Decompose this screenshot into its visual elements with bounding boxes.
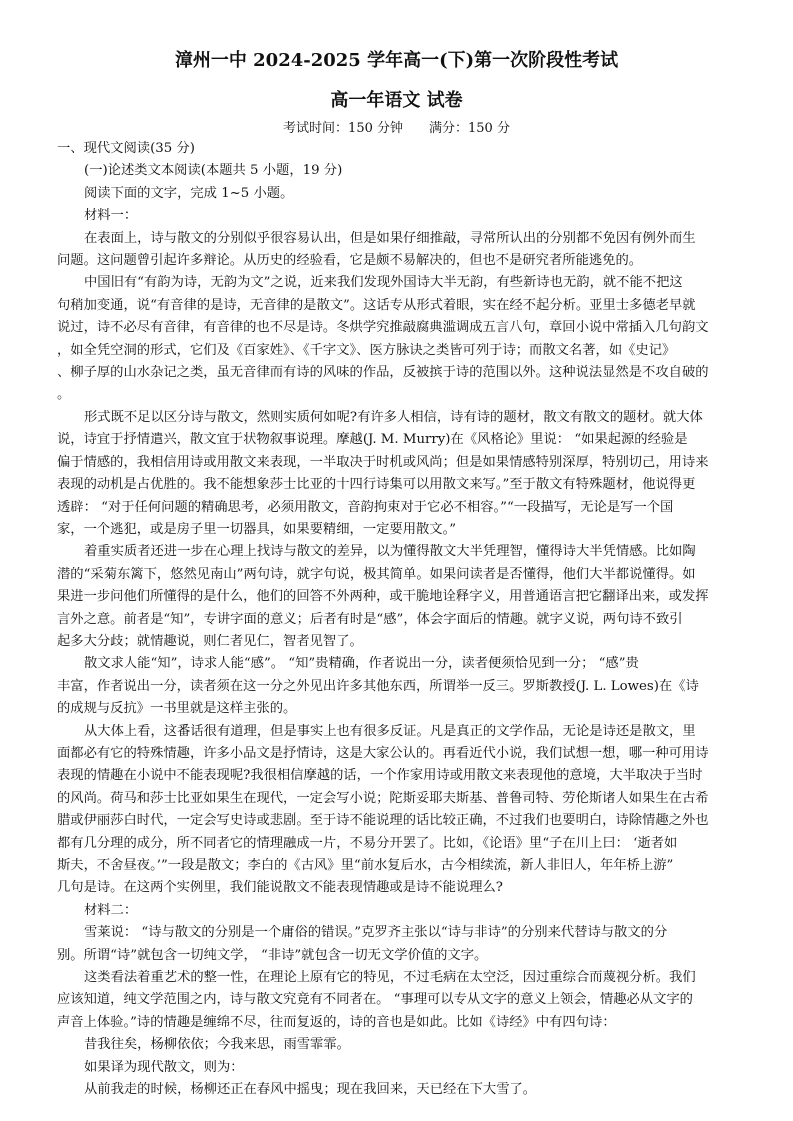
text-line: 表现的动机是占优胜的。我不能想象莎士比亚的十四行诗集可以用散文来写。”至于散文有特殊题材，他说得更 — [57, 477, 696, 493]
exam-subtitle: 高一年语文 试卷 — [330, 90, 463, 111]
text-line: 说，诗宜于抒情遣兴，散文宜于状物叙事说理。摩越(J. M. Murry)在《风格论》里说： “如果起源的经验是 — [57, 432, 688, 448]
exam-meta — [0, 117, 793, 136]
text-line: 声音上体验。”诗的情趣是缠绵不尽，往而复返的，诗的音也是如此。比如《诗经》中有四句诗： — [57, 1014, 616, 1030]
text-line: 如果译为现代散文，则为： — [84, 1059, 244, 1075]
text-line: 句稍加变通，说“有音律的是诗，无音律的是散文”。这话专从形式着眼，实在经不起分析。亚里士多德老早就 — [57, 297, 696, 313]
text-line: 的风尚。荷马和莎士比亚如果生在现代，一定会写小说；陀斯妥耶夫斯基、普鲁司特、劳伦斯诸人如果生在古希 — [57, 790, 709, 806]
text-line: 别。所谓“诗”就包含一切纯文学， “非诗”就包含一切无文学价值的文字。 — [57, 947, 488, 963]
text-line: 家，一个逃犯，或是房子里一切器具，如果要精细，一定要用散文。” — [57, 521, 457, 537]
text-line: 材料一： — [84, 208, 138, 224]
text-line: 果进一步问他们所懂得的是什么，他们的回答不外两种，或干脆地诠释字义，用普通语言把它翻译出来，或发挥 — [57, 589, 709, 605]
text-line: 中国旧有“有韵为诗，无韵为文”之说，近来我们发现外国诗大半无韵，有些新诗也无韵，就不能不把这 — [84, 275, 683, 291]
text-line: 散文求人能“知”，诗求人能“感”。 “知”贵精确，作者说出一分，读者便须恰见到一分； “感”贵 — [84, 656, 639, 672]
text-line: 偏于情感的，我相信用诗或用散文来表现，一半取决于时机或风尚；但是如果情感特别深厚，特别切己，用诗来 — [57, 454, 709, 470]
text-line: 几句是诗。在这两个实例里，我们能说散文不能表现情趣或是诗不能说理么? — [57, 880, 503, 896]
text-line: 表现的情趣在小说中不能表现呢?我很相信摩越的话，一个作家用诗或用散文来表现他的意境，大半取决于当时 — [57, 768, 703, 784]
exam-time: 考试时间：150 分钟 — [283, 121, 403, 136]
passage-body — [57, 138, 747, 1101]
text-line: 说过，诗不必尽有音律，有音律的也不尽是诗。冬烘学究推敲腐典滥调成五言八句，章回小说中常插入几句韵文 — [57, 320, 709, 336]
text-line: 的成规与反抗》一书里就是这样主张的。 — [57, 701, 297, 717]
exam-title: 漳州一中 2024-2025 学年高一(下)第一次阶段性考试 — [174, 50, 619, 71]
text-line: 潜的“采菊东篱下，悠然见南山”两句诗，就字句说，极其简单。如果问读者是否懂得，他们大半都说懂得。如 — [57, 566, 696, 582]
exam-score: 满分：150 分 — [429, 121, 510, 136]
text-line: 。 — [57, 387, 71, 403]
text-line: 丰富，作者说出一分，读者须在这一分之外见出许多其他东西，所谓举一反三。罗斯教授(J. L. Lowes)在《诗 — [57, 678, 699, 694]
text-line: 应该知道，纯文学范围之内，诗与散文究竟有不同者在。 “事理可以专从文字的意义上领会，情趣必从文字的 — [57, 992, 693, 1008]
text-line: 面都必有它的特殊情趣，许多小品文是抒情诗，这是大家公认的。再看近代小说，我们试想一想，哪一种可用诗 — [57, 745, 709, 761]
text-line: 言外之意。前者是“知”，专讲字面的意义；后者有时是“感”，体会字面后的情趣。就字义说，两句诗不致引 — [57, 611, 683, 627]
text-line: 透辟： “对于任何问题的精确思考，必须用散文，音韵拘束对于它必不相容。”“一段描写，无论是写一个国 — [57, 499, 674, 515]
text-line: 、柳子厚的山水杂记之类，虽无音律而有诗的风味的作品，反被摈于诗的范围以外。这种说法显然是不攻自破的 — [57, 365, 709, 381]
text-line: 阅读下面的文字，完成 1~5 小题。 — [84, 185, 294, 201]
text-line: 一、现代文阅读(35 分) — [57, 141, 195, 156]
text-line: 都有几分理的成分，所不同者它的情理融成一片，不易分开罢了。比如，《论语》里“子在川上曰： ‘逝者如 — [57, 835, 678, 851]
text-line: (一)论述类文本阅读(本题共 5 小题，19 分) — [84, 163, 343, 179]
text-line: 从大体上看，这番话很有道理，但是事实上也有很多反证。凡是真正的文学作品，无论是诗还是散文，里 — [84, 723, 696, 739]
text-line: 雪莱说： “诗与散文的分别是一个庸俗的错误。”克罗齐主张以“诗与非诗”的分别来代替诗与散文的分 — [84, 925, 668, 941]
text-line: 材料二： — [84, 902, 138, 918]
text-line: 起多大分歧；就情趣说，则仁者见仁，智者见智了。 — [57, 633, 363, 649]
text-line: 从前我走的时候，杨柳还正在春风中摇曳；现在我回来，天已经在下大雪了。 — [84, 1082, 537, 1098]
text-line: 形式既不足以区分诗与散文，然则实质何如呢?有许多人相信，诗有诗的题材，散文有散文的题材。就大体 — [84, 409, 703, 425]
text-line: 斯夫，不舍昼夜。’”一段是散文；李白的《古风》里“前水复后水，古今相续流，新人非旧人，年年桥上游” — [57, 858, 674, 873]
text-line: 着重实质者还进一步在心理上找诗与散文的差异，以为懂得散文大半凭理智，懂得诗大半凭情感。比如陶 — [84, 544, 696, 560]
text-line: 这类看法着重艺术的整一性，在理论上原有它的特见，不过毛病在太空泛，因过重综合而蔑视分析。我们 — [84, 970, 696, 986]
text-line: 昔我往矣，杨柳依依；今我来思，雨雪霏霏。 — [84, 1037, 350, 1053]
text-line: 在表面上，诗与散文的分别似乎很容易认出，但是如果仔细推敲，寻常所认出的分别都不免因有例外而生 — [84, 230, 696, 246]
text-line: ，如全凭空洞的形式，它们及《百家姓》、《千字文》、医方脉诀之类皆可列于诗；而散文名著，如《史记》 — [57, 342, 676, 358]
text-line: 腊或伊丽莎白时代，一定会写史诗或悲剧。至于诗不能说理的话比较正确，不过我们也要明白，诗除情趣之外也 — [57, 813, 709, 829]
text-line: 问题。这问题曾引起许多辩论。从历史的经验看，它是颇不易解决的，但也不是研究者所能逃免的。 — [57, 253, 643, 269]
